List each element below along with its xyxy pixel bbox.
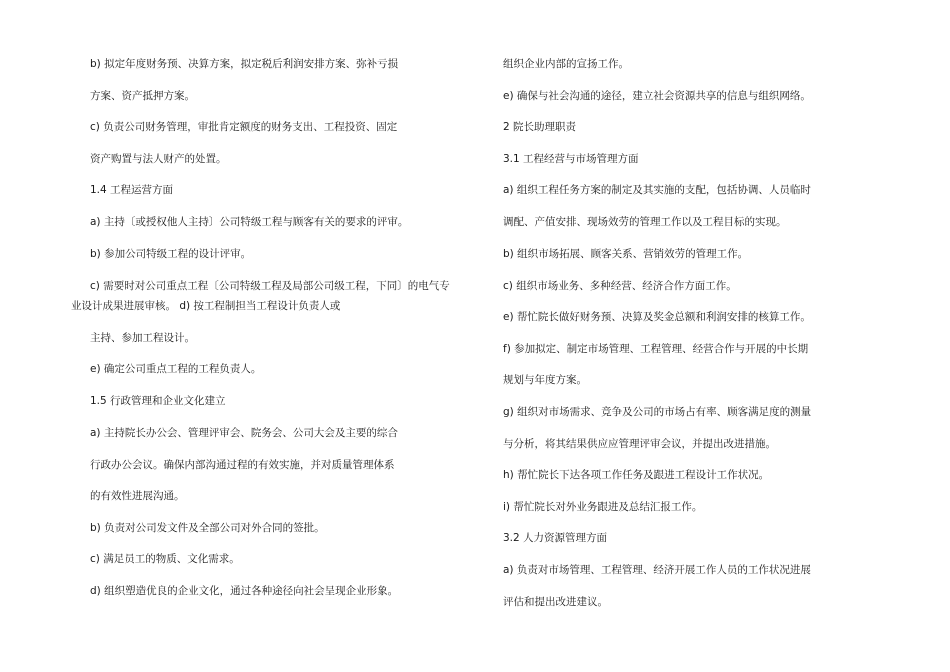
right-line-a-cont2: 评估和提出改进建议。 [503,596,608,608]
right-line-i-external: i) 帮忙院长对外业务跟进及总结汇报工作。 [503,501,703,513]
left-line-a-meetings: a) 主持院长办公会、管理评审会、院务会、公司大会及主要的综合 [90,427,398,439]
right-heading-3-1: 3.1 工程经营与市场管理方面 [503,153,639,165]
right-line-a-cont: 调配、产值安排、现场效劳的管理工作以及工程目标的实现。 [503,216,787,228]
left-line-e-lead: e) 确定公司重点工程的工程负责人。 [90,363,262,375]
left-line-c-finance: c) 负责公司财务管理，审批肯定额度的财务支出、工程投资、固定 [90,121,398,133]
right-line-b-market: b) 组织市场拓展、顾客关系、营销效劳的管理工作。 [503,248,749,260]
right-line-h-tasks: h) 帮忙院长下达各项工作任务及跟进工程设计工作状况。 [503,469,770,481]
right-line-g-cont: 与分析，将其结果供应应管理评审会议，并提出改进措施。 [503,438,776,450]
left-line-c-electric: c) 需要时对公司重点工程〔公司特级工程及局部公司级工程，下同〕的电气专 [90,280,450,292]
right-line-f-planning: f) 参加拟定、制定市场管理、工程管理、经营合作与开展的中长期 [503,343,809,355]
right-line-e-society: e) 确保与社会沟通的途径，建立社会资源共享的信息与组织网络。 [503,90,811,102]
right-line-publicity: 组织企业内部的宣扬工作。 [503,58,629,70]
right-line-g-analysis: g) 组织对市场需求、竞争及公司的市场占有率、顾客满足度的测量 [503,406,812,418]
left-line-b-cont: 方案、资产抵押方案。 [90,90,195,102]
left-line-c-cont: 资产购置与法人财产的处置。 [90,153,227,165]
right-line-a-evaluate: a) 负责对市场管理、工程管理、经济开展工作人员的工作状况进展 [503,564,811,576]
left-line-d-cont: 主持、参加工程设计。 [90,332,195,344]
left-heading-1-4: 1.4 工程运营方面 [90,184,174,196]
left-line-a-cont: 行政办公会议。确保内部沟通过程的有效实施，并对质量管理体系 [90,459,395,471]
left-line-b-finance: b) 拟定年度财务预、决算方案，拟定税后利润安排方案、弥补亏损 [90,58,399,70]
right-heading-3-2: 3.2 人力资源管理方面 [503,532,608,544]
left-line-b-design: b) 参加公司特级工程的设计评审。 [90,248,252,260]
right-line-e-budget: e) 帮忙院长做好财务预、决算及奖金总额和利润安排的核算工作。 [503,311,811,323]
left-line-a-cont2: 的有效性进展沟通。 [90,490,185,502]
left-line-c-cont: 业设计成果进展审核。 d) 按工程制担当工程设计负责人或 [71,300,341,312]
right-line-f-cont: 规划与年度方案。 [503,374,587,386]
left-line-b-documents: b) 负责对公司发文件及全部公司对外合同的签批。 [90,522,325,534]
right-line-c-business: c) 组织市场业务、多种经营、经济合作方面工作。 [503,280,737,292]
left-line-a-review: a) 主持〔或授权他人主持〕公司特级工程与顾客有关的要求的评审。 [90,216,409,228]
left-line-d-culture: d) 组织塑造优良的企业文化，通过各种途径向社会呈现企业形象。 [90,585,399,597]
left-heading-1-5: 1.5 行政管理和企业文化建立 [90,395,226,407]
right-line-a-tasks: a) 组织工程任务方案的制定及其实施的支配，包括协调、人员临时 [503,184,811,196]
right-heading-2: 2 院长助理职责 [503,121,577,133]
left-line-c-needs: c) 满足员工的物质、文化需求。 [90,553,240,565]
